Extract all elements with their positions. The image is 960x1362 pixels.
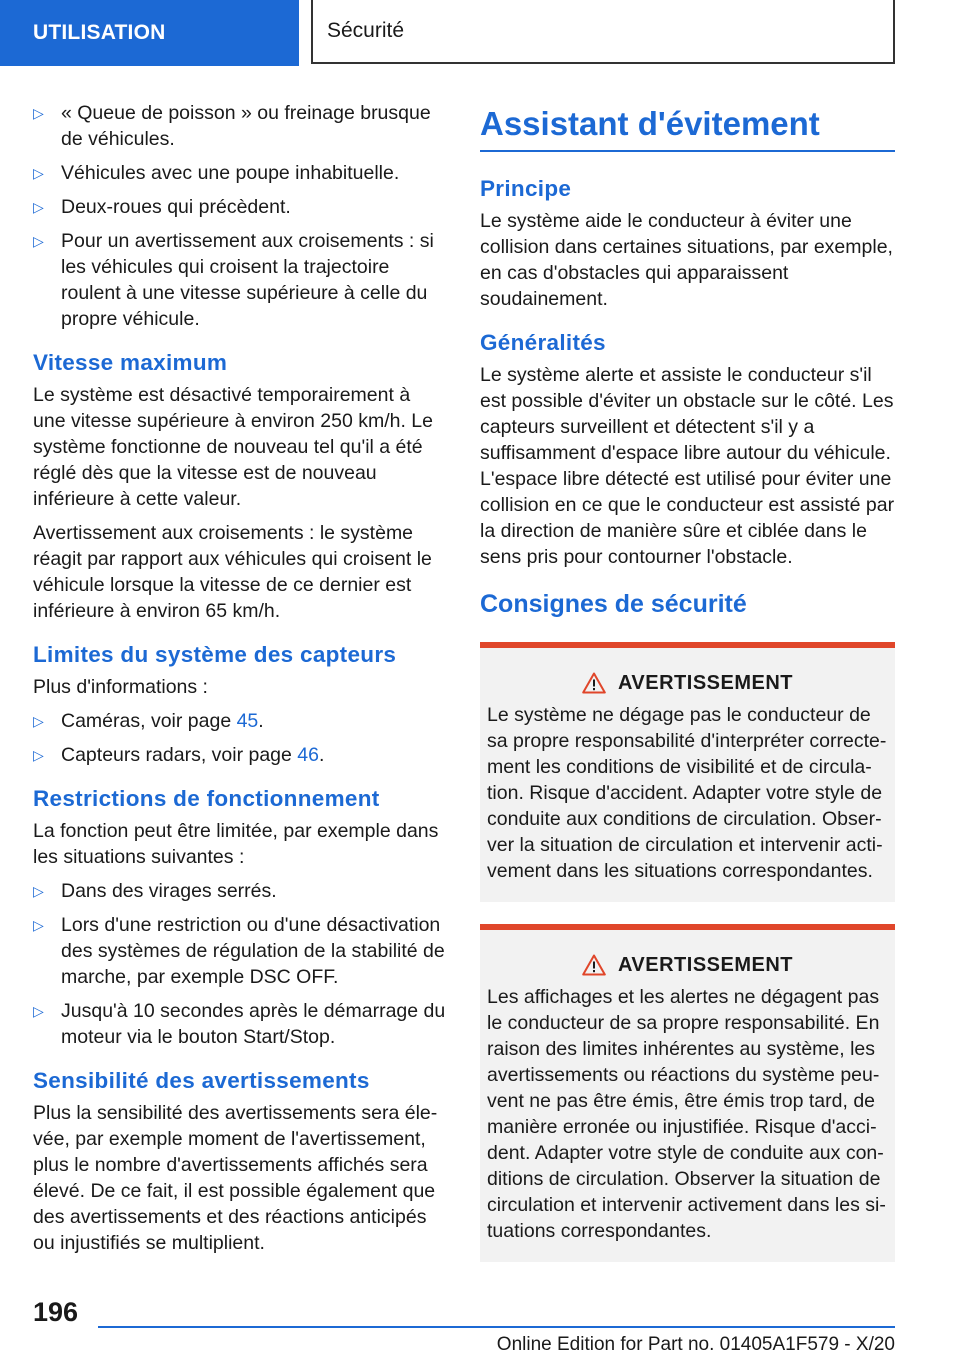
section-heading-principe: Principe <box>480 176 572 201</box>
section-heading-consignes: Consignes de sécurité <box>480 590 747 618</box>
header-section <box>0 0 299 66</box>
triangle-bullet-icon: ▷ <box>33 199 44 215</box>
page-number: 196 <box>33 1297 79 1327</box>
restrictions-intro: La fonction peut être limitée, par exemple dans les situations suivantes : <box>33 820 439 868</box>
triangle-bullet-icon: ▷ <box>33 233 44 249</box>
warning-text: Le système ne dégage pas le conducteur de sa propre responsabilité d'interpréter correctement les conditions de visibilité et de circulation. Risque d'accident. Adapter votre style de conduite aux conditions de circulation. Observer la situation de circulation et intervenir activement dans les situations correspondantes. <box>487 704 887 882</box>
header-chapter <box>311 0 895 64</box>
list-item: ▷ Jusqu'à 10 secondes après le démarrage du moteur via le bouton Start/Stop. <box>33 1000 446 1048</box>
triangle-bullet-icon: ▷ <box>33 105 44 121</box>
warning-label: AVERTISSEMENT <box>617 954 794 976</box>
warning-triangle-icon <box>582 954 606 976</box>
vitesse-paragraph-1: Le système est désactivé temporairement à une vitesse supérieure à environ 250 km/h. Le système fonctionne de nouveau tel qu'il a été réglé dès que la vitesse est de nouveau inférieure à cette valeur. <box>33 384 433 510</box>
list-item: ▷ « Queue de poisson » ou freinage brusque de véhicules. <box>33 102 431 150</box>
section-heading-limites: Limites du système des capteurs <box>33 642 397 667</box>
section-heading-vitesse: Vitesse maximum <box>33 350 228 375</box>
page-link-46[interactable]: 46 <box>297 744 319 766</box>
warning-header <box>487 952 888 978</box>
triangle-bullet-icon: ▷ <box>33 917 44 933</box>
header-section-label: UTILISATION <box>33 21 166 44</box>
sensibilite-paragraph: Plus la sensibilité des avertissements sera élevée, par exemple moment de l'avertissement, plus le nombre d'avertissements affichés sera élevé. De ce fait, il est possible également que des avertissements et des réactions anticipés ou injustifiés se multiplient. <box>33 1102 438 1254</box>
section-heading-restrictions: Restrictions de fonctionnement <box>33 786 380 811</box>
section-heading-generalites: Généralités <box>480 330 606 355</box>
warning-triangle-icon <box>582 672 606 694</box>
list-item: ▷ Caméras, voir page 45. <box>33 710 264 732</box>
list-item: ▷ Deux-roues qui précèdent. <box>33 196 291 218</box>
right-column <box>480 100 895 1276</box>
list-item: ▷ Capteurs radars, voir page 46. <box>33 744 325 766</box>
left-column <box>33 100 448 1264</box>
warning-box-2 <box>480 924 895 1262</box>
restrictions-list <box>33 878 448 1050</box>
limites-list <box>33 708 448 768</box>
triangle-bullet-icon: ▷ <box>33 713 44 729</box>
list-item: ▷ Dans des virages serrés. <box>33 880 277 902</box>
triangle-bullet-icon: ▷ <box>33 165 44 181</box>
generalites-paragraph: Le système alerte et assiste le conducteur s'il est possible d'éviter un obstacle sur le côté. Les capteurs surveillent et détectent s'il y a suffisamment d'espace libre autour du véhicule. L'espace libre détecté est utilisé pour éviter une collision en ce que le conducteur est assisté par la direction de manière sûre et ciblée dans le sens pris pour contourner l'obstacle. <box>480 364 895 568</box>
list-item: ▷ Lors d'une restriction ou d'une désactivation des systèmes de régulation de la stabilité de marche, par exemple DSC OFF. <box>33 914 445 988</box>
page-title: Assistant d'évitement <box>480 102 895 152</box>
footer-edition: Online Edition for Part no. 01405A1F579 - X/20 <box>496 1334 895 1355</box>
footer-divider <box>98 1326 895 1328</box>
warning-label: AVERTISSEMENT <box>617 672 794 694</box>
principe-paragraph: Le système aide le conducteur à éviter une collision dans certaines situations, par exemple, en cas d'obstacles qui apparaissent soudainement. <box>480 210 893 310</box>
list-item: ▷ Véhicules avec une poupe inhabituelle. <box>33 162 400 184</box>
triangle-bullet-icon: ▷ <box>33 883 44 899</box>
section-heading-sensibilite: Sensibilité des avertissements <box>33 1068 370 1093</box>
list-item: ▷ Pour un avertissement aux croisements : si les véhicules qui croisent la trajectoire roulent à une vitesse supérieure à celle du propre véhicule. <box>33 230 434 330</box>
page-link-45[interactable]: 45 <box>236 710 259 732</box>
triangle-bullet-icon: ▷ <box>33 747 44 763</box>
bullet-list <box>33 100 448 332</box>
warning-header <box>487 670 888 696</box>
warning-text: Les affichages et les alertes ne dégagent pas le conducteur de sa propre responsabilité. En raison des limites inhérentes au système, les avertissements ou réactions du système peuvent ne pas être émis, être émis trop tard, de manière erronée ou injustifiée. Risque d'accident. Adapter votre style de conduite aux conditions de circulation. Observer la situation de circulation et intervenir activement dans les situations correspondantes. <box>487 986 886 1242</box>
limites-intro: Plus d'informations : <box>33 676 208 698</box>
vitesse-paragraph-2: Avertissement aux croisements : le système réagit par rapport aux véhicules qui croisent le véhicule lorsque la vitesse de ce dernier est inférieure à environ 65 km/h. <box>33 522 432 622</box>
triangle-bullet-icon: ▷ <box>33 1003 44 1019</box>
warning-box-1 <box>480 642 895 902</box>
header-chapter-label: Sécurité <box>327 19 405 42</box>
